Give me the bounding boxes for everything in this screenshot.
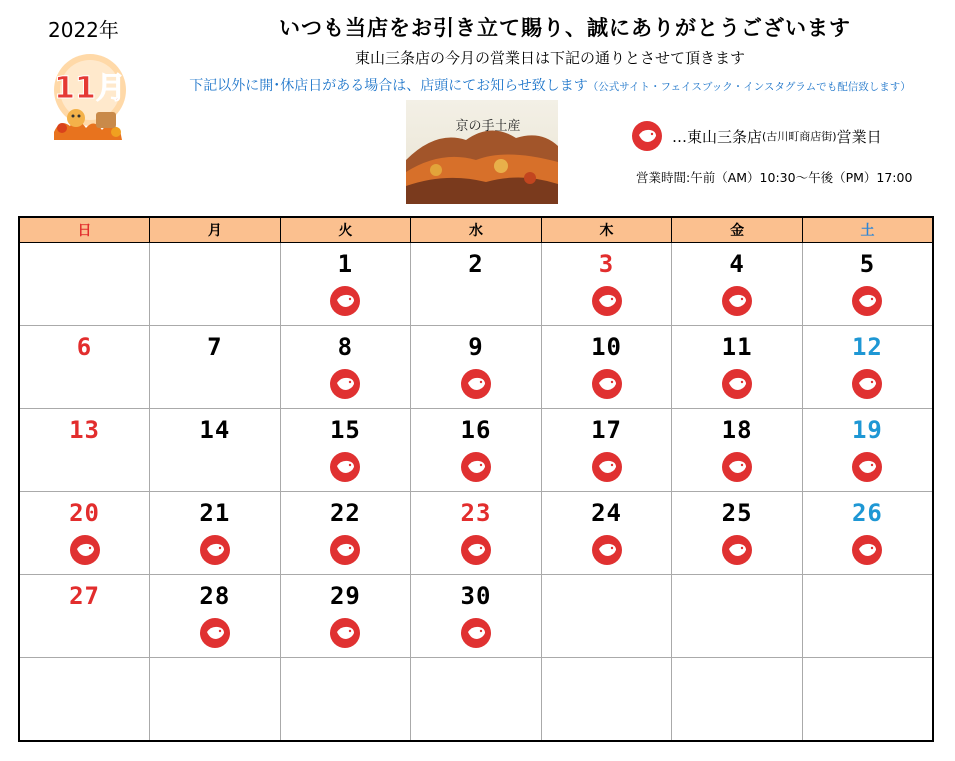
month-badge-illustration	[40, 48, 136, 144]
calendar-day-cell	[280, 409, 411, 492]
weekday-friday: 金	[672, 217, 803, 243]
calendar-week-row	[19, 326, 933, 409]
business-day-mark-icon	[850, 450, 884, 484]
notice-text	[160, 75, 940, 95]
business-day-mark-icon	[459, 616, 493, 650]
calendar-day-cell	[19, 658, 150, 742]
business-day-mark-icon	[328, 367, 362, 401]
photo-caption: 京の手土産	[455, 119, 521, 134]
page-title: いつも当店をお引き立て賜り、誠にありがとうございます	[279, 16, 851, 40]
calendar-day-cell	[541, 326, 672, 409]
business-day-mark-icon	[720, 450, 754, 484]
business-day-mark-icon	[328, 284, 362, 318]
calendar-day-cell	[150, 658, 281, 742]
calendar-day-cell	[541, 409, 672, 492]
day-number: 20	[69, 499, 100, 527]
business-day-mark-icon	[328, 450, 362, 484]
calendar-day-cell	[802, 243, 933, 326]
business-day-mark-icon	[328, 533, 362, 567]
notice-main: 下記以外に開･休店日がある場合は、店頭にてお知らせ致します	[189, 78, 588, 94]
calendar-day-cell	[19, 243, 150, 326]
business-day-mark-icon	[590, 533, 624, 567]
day-number	[411, 665, 541, 693]
calendar-day-cell	[672, 409, 803, 492]
day-number: 3	[598, 250, 615, 278]
day-number: 10	[591, 333, 622, 361]
calendar-day-cell	[411, 409, 542, 492]
business-day-mark-icon	[68, 533, 102, 567]
weekday-wednesday: 水	[411, 217, 542, 243]
day-number	[150, 665, 280, 693]
calendar-day-cell	[19, 409, 150, 492]
month-badge-text: 11月	[54, 71, 126, 106]
calendar-day-cell	[672, 326, 803, 409]
calendar-day-cell	[411, 243, 542, 326]
business-hours: 営業時間:午前（AM）10:30～午後（PM）17:00	[636, 170, 913, 185]
day-number	[20, 250, 149, 278]
business-day-mark-icon	[459, 367, 493, 401]
calendar-week-row	[19, 409, 933, 492]
calendar-day-cell	[411, 658, 542, 742]
weekday-monday: 月	[150, 217, 281, 243]
weekday-tuesday: 火	[280, 217, 411, 243]
day-number	[281, 665, 411, 693]
day-number: 24	[591, 499, 622, 527]
calendar-body	[19, 243, 933, 742]
calendar-day-cell	[672, 243, 803, 326]
legend-suffix: 営業日	[836, 127, 882, 146]
day-number: 2	[468, 250, 484, 278]
calendar-day-cell	[672, 492, 803, 575]
day-number	[542, 665, 672, 693]
calendar-day-cell	[411, 326, 542, 409]
year-label: 2022年	[48, 18, 119, 42]
calendar-day-cell	[541, 492, 672, 575]
legend-small: (古川町商店街)	[762, 130, 837, 143]
day-number: 5	[859, 250, 876, 278]
day-number: 18	[721, 416, 753, 444]
legend-prefix: …東山三条店	[672, 127, 763, 146]
business-day-mark-icon	[850, 367, 884, 401]
calendar-table	[18, 216, 934, 742]
day-number: 30	[460, 582, 492, 610]
business-day-mark-icon	[328, 616, 362, 650]
day-number: 4	[729, 250, 745, 278]
day-number: 16	[460, 416, 492, 444]
business-day-mark-icon	[590, 367, 624, 401]
weekday-thursday: 木	[541, 217, 672, 243]
calendar-day-cell	[150, 409, 281, 492]
page-subtitle: 東山三条店の今月の営業日は下記の通りとさせて頂きます	[354, 49, 745, 67]
calendar-day-cell	[150, 243, 281, 326]
business-day-mark-icon	[850, 533, 884, 567]
legend	[630, 118, 882, 154]
day-number: 17	[591, 416, 622, 444]
day-number: 21	[199, 499, 231, 527]
calendar-day-cell	[541, 575, 672, 658]
day-number: 6	[76, 333, 93, 361]
calendar-day-cell	[802, 409, 933, 492]
day-number: 25	[721, 499, 753, 527]
business-day-mark-icon	[850, 284, 884, 318]
day-number	[150, 250, 280, 278]
day-number: 26	[851, 499, 883, 527]
calendar-day-cell	[280, 243, 411, 326]
autumn-mountain-photo	[406, 100, 558, 204]
calendar-day-cell	[19, 326, 150, 409]
day-number	[803, 665, 932, 693]
calendar-week-row	[19, 243, 933, 326]
day-number: 28	[199, 582, 231, 610]
month-badge	[40, 48, 136, 144]
business-day-mark-icon	[590, 284, 624, 318]
day-number	[542, 582, 672, 610]
calendar-day-cell	[150, 326, 281, 409]
day-number: 8	[337, 333, 354, 361]
business-day-mark-icon	[720, 367, 754, 401]
day-number: 7	[207, 333, 223, 361]
calendar-day-cell	[802, 492, 933, 575]
business-day-mark-icon	[590, 450, 624, 484]
day-number	[20, 665, 149, 693]
calendar-day-cell	[411, 492, 542, 575]
business-day-mark-icon	[459, 533, 493, 567]
notice-small: （公式サイト・フェイスブック・インスタグラムでも配信致します）	[587, 81, 911, 93]
calendar-day-cell	[280, 575, 411, 658]
calendar-day-cell	[672, 575, 803, 658]
weekday-sunday: 日	[19, 217, 150, 243]
calendar-day-cell	[280, 658, 411, 742]
business-day-mark-icon	[630, 119, 664, 153]
day-number: 29	[329, 582, 361, 610]
business-day-mark-icon	[720, 533, 754, 567]
day-number: 12	[851, 333, 883, 361]
calendar-week-row	[19, 658, 933, 742]
calendar-day-cell	[280, 326, 411, 409]
day-number	[672, 665, 802, 693]
day-number	[672, 582, 802, 610]
day-number: 1	[337, 250, 354, 278]
calendar-day-cell	[541, 243, 672, 326]
mountain-image	[406, 100, 558, 204]
day-number: 22	[329, 499, 361, 527]
calendar-day-cell	[19, 575, 150, 658]
calendar-day-cell	[19, 492, 150, 575]
business-day-mark-icon	[198, 533, 232, 567]
day-number: 14	[199, 416, 231, 444]
calendar-day-cell	[150, 575, 281, 658]
calendar-day-cell	[411, 575, 542, 658]
calendar-day-cell	[541, 658, 672, 742]
calendar-day-cell	[672, 658, 803, 742]
calendar-week-row	[19, 575, 933, 658]
calendar-day-cell	[280, 492, 411, 575]
weekday-saturday: 土	[802, 217, 933, 243]
day-number: 13	[69, 416, 100, 444]
calendar-day-cell	[802, 658, 933, 742]
day-number: 15	[329, 416, 361, 444]
day-number: 27	[69, 582, 100, 610]
day-number: 19	[851, 416, 883, 444]
calendar-day-cell	[802, 575, 933, 658]
weekday-header-row	[19, 217, 933, 243]
day-number: 9	[468, 333, 484, 361]
business-day-mark-icon	[459, 450, 493, 484]
business-day-mark-icon	[720, 284, 754, 318]
calendar-week-row	[19, 492, 933, 575]
calendar-day-cell	[150, 492, 281, 575]
calendar-day-cell	[802, 326, 933, 409]
day-number	[803, 582, 932, 610]
day-number: 11	[721, 333, 753, 361]
business-day-mark-icon	[198, 616, 232, 650]
day-number: 23	[460, 499, 492, 527]
